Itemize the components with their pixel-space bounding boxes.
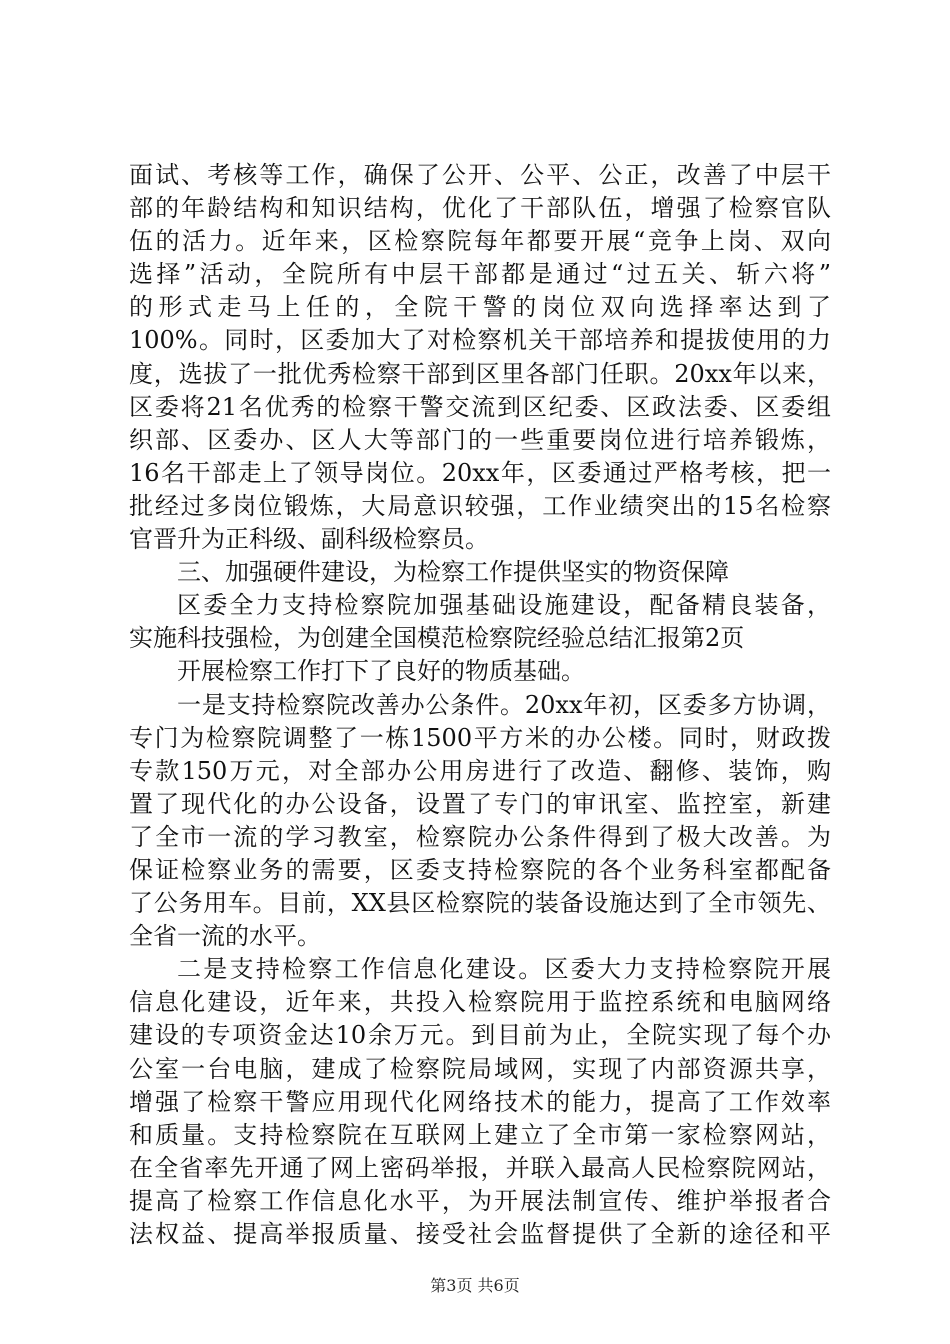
text-line: 度，选拔了一批优秀检察干部到区里各部门任职。20xx年以来，: [129, 359, 831, 388]
text-line: 三、加强硬件建设，为检察工作提供坚实的物资保障: [177, 558, 729, 587]
text-line: 保证检察业务的需要，区委支持检察院的各个业务科室都配备: [129, 855, 831, 884]
text-line: 了全市一流的学习教室，检察院办公条件得到了极大改善。为: [129, 822, 831, 851]
text-line: 选择”活动，全院所有中层干部都是通过“过五关、斩六将”: [129, 260, 831, 289]
text-line: 二是支持检察工作信息化建设。区委大力支持检察院开展: [177, 955, 831, 984]
text-line: 和质量。支持检察院在互联网上建立了全市第一家检察网站，: [129, 1120, 831, 1149]
text-line: 16名干部走上了领导岗位。20xx年，区委通过严格考核，把一: [129, 458, 831, 487]
page-footer: 第3页 共6页: [430, 1276, 520, 1295]
text-line: 部的年龄结构和知识结构，优化了干部队伍，增强了检察官队: [129, 194, 831, 223]
text-line: 面试、考核等工作，确保了公开、公平、公正，改善了中层干: [129, 161, 831, 189]
text-line: 置了现代化的办公设备，设置了专门的审讯室、监控室，新建: [129, 789, 831, 818]
text-line: 官晋升为正科级、副科级检察员。: [129, 525, 489, 554]
text-line: 了公务用车。目前，XX县区检察院的装备设施达到了全市领先、: [129, 889, 831, 918]
text-line: 建设的专项资金达10余万元。到目前为止，全院实现了每个办: [129, 1021, 831, 1050]
text-line: 批经过多岗位锻炼，大局意识较强，工作业绩突出的15名检察: [129, 491, 831, 520]
text-line: 织部、区委办、区人大等部门的一些重要岗位进行培养锻炼，: [129, 425, 831, 454]
text-line: 全省一流的水平。: [129, 922, 321, 951]
text-line: 公室一台电脑，建成了检察院局域网，实现了内部资源共享，: [129, 1054, 831, 1083]
document-body: [129, 159, 831, 1251]
text-line: 法权益、提高举报质量、接受社会监督提供了全新的途径和平: [129, 1220, 831, 1248]
text-line: 专门为检察院调整了一栋1500平方米的办公楼。同时，财政拨: [129, 723, 831, 752]
text-line: 增强了检察干警应用现代化网络技术的能力，提高了工作效率: [129, 1087, 831, 1116]
text-line: 区委将21名优秀的检察干警交流到区纪委、区政法委、区委组: [129, 392, 831, 421]
text-line: 实施科技强检，为创建全国模范检察院经验总结汇报第2页: [129, 624, 745, 653]
text-line: 在全省率先开通了网上密码举报，并联入最高人民检察院网站，: [129, 1153, 831, 1182]
text-line: 一是支持检察院改善办公条件。20xx年初，区委多方协调，: [177, 690, 831, 719]
text-line: 专款150万元，对全部办公用房进行了改造、翻修、装饰，购: [129, 756, 831, 785]
text-line: 信息化建设，近年来，共投入检察院用于监控系统和电脑网络: [129, 988, 831, 1017]
text-line: 开展检察工作打下了良好的物质基础。: [177, 657, 585, 686]
text-line: 100%。同时，区委加大了对检察机关干部培养和提拔使用的力: [129, 326, 831, 355]
text-line: 的形式走马上任的，全院干警的岗位双向选择率达到了: [129, 293, 831, 322]
text-line: 伍的活力。近年来，区检察院每年都要开展“竞争上岗、双向: [129, 227, 831, 256]
text-line: 区委全力支持检察院加强基础设施建设，配备精良装备，: [177, 591, 831, 620]
text-line: 提高了检察工作信息化水平，为开展法制宣传、维护举报者合: [129, 1186, 831, 1215]
